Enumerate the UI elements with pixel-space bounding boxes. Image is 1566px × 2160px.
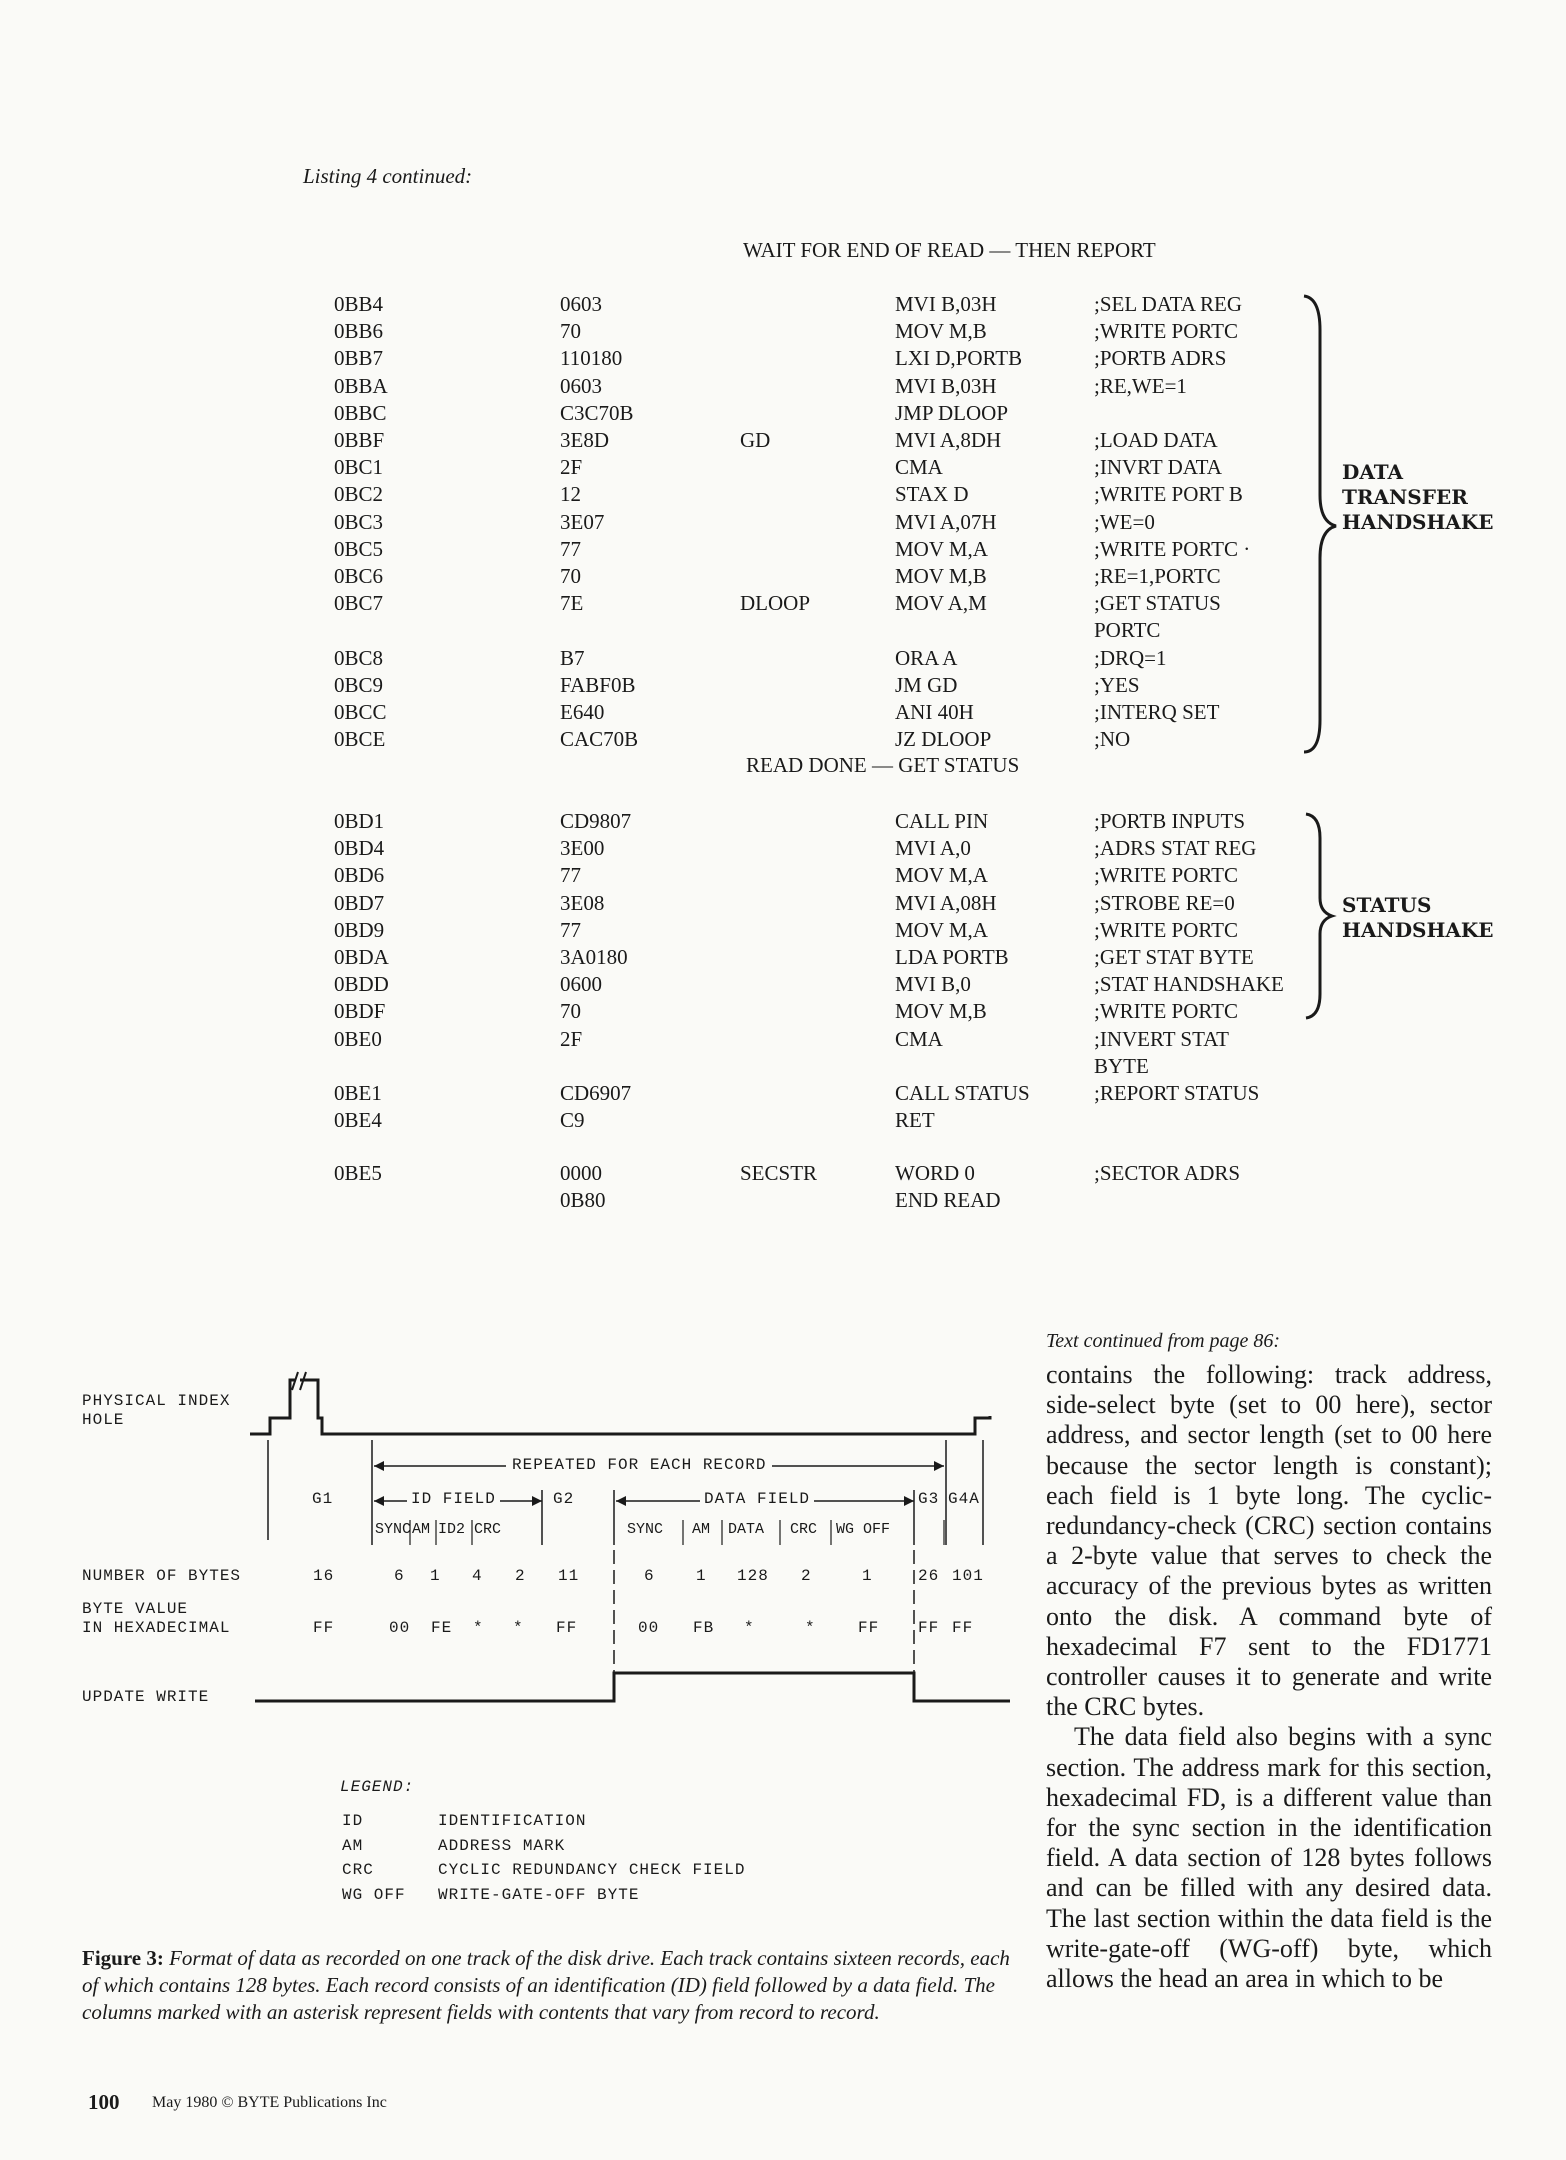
code-cell: E640	[560, 700, 605, 724]
comment-cell: ;STAT HANDSHAKE	[1094, 972, 1284, 997]
bv-g2: FF	[556, 1619, 578, 1637]
addr-cell: 0BD7	[334, 890, 385, 915]
addr-cell: 0BE0	[334, 1026, 382, 1051]
id-id2: ID2	[438, 1521, 466, 1538]
comment-cell: ;SECTOR ADRS	[1094, 1161, 1241, 1185]
code-cell: 3E08	[560, 890, 605, 915]
instr-cell: ORA A	[895, 645, 958, 670]
code-cell: 0600	[560, 972, 602, 997]
instr-cell: MVI A,07H	[895, 509, 997, 534]
addr-cell: 0BCC	[334, 700, 387, 724]
comment-cell: ;WRITE PORTC	[1094, 319, 1238, 344]
code-cell: 0603	[560, 373, 602, 398]
addr-cell: 0BC9	[334, 672, 384, 697]
code-cell: 0B80	[560, 1188, 606, 1213]
legend-abbr: WG OFF	[342, 1885, 406, 1904]
byte-value-label: BYTE VALUE IN HEXADECIMAL	[82, 1600, 231, 1637]
nb-data-wgoff: 1	[862, 1567, 873, 1585]
legend-abbr: ID	[342, 1812, 364, 1830]
data-wgoff: WG OFF	[836, 1521, 891, 1538]
nb-id-sync: 6	[394, 1567, 405, 1585]
instr-cell: STAX D	[895, 482, 969, 507]
code-cell: FABF0B	[560, 672, 636, 697]
g2-label: G2	[553, 1490, 575, 1508]
code-cell: 3E00	[560, 836, 605, 861]
instr-cell: MVI A,8DH	[895, 428, 1002, 452]
instr-cell: MVI A,08H	[895, 890, 997, 915]
instr-cell: MOV A,M	[895, 591, 987, 616]
label-cell: GD	[740, 428, 771, 452]
update-write-label: UPDATE WRITE	[82, 1688, 210, 1706]
data-field-label: DATA FIELD	[700, 1490, 814, 1508]
nb-g2: 11	[558, 1567, 580, 1585]
instr-cell: CMA	[895, 1026, 943, 1051]
addr-cell: 0BD4	[334, 836, 385, 861]
instr-cell: MOV M,A	[895, 917, 988, 942]
code-cell: CD9807	[560, 809, 632, 833]
addr-cell: 0BDD	[334, 972, 389, 997]
instr-cell: LXI D,PORTB	[895, 346, 1023, 371]
comment-cell: ;PORTB INPUTS	[1094, 809, 1246, 833]
comment-cell: ;DRQ=1	[1094, 645, 1167, 670]
comment-cell: ;WRITE PORTC	[1094, 863, 1238, 888]
code-cell: 0000	[560, 1161, 602, 1185]
instr-cell: WORD 0	[895, 1161, 975, 1185]
legend-title: LEGEND:	[340, 1778, 415, 1796]
comment-cell: ;INTERQ SET	[1094, 700, 1220, 724]
nb-id-am: 1	[430, 1567, 441, 1585]
bv-data-sync: 00	[638, 1619, 660, 1637]
code-cell: 77	[560, 863, 581, 888]
label-cell: DLOOP	[740, 591, 811, 616]
comment-cell: ;INVRT DATA	[1094, 455, 1222, 480]
instr-cell: MVI B,0	[895, 972, 971, 997]
instr-cell: MOV M,B	[895, 999, 987, 1024]
physical-index-hole-label: PHYSICAL INDEX HOLE	[82, 1392, 231, 1429]
code-cell: C9	[560, 1108, 585, 1133]
nb-data-crc: 2	[801, 1567, 812, 1585]
bv-data-data: *	[744, 1619, 755, 1637]
code-cell: 3E8D	[560, 428, 609, 452]
instr-cell: CALL PIN	[895, 809, 989, 833]
code-cell: 110180	[560, 346, 623, 371]
instr-cell: LDA PORTB	[895, 945, 1009, 969]
nb-data-am: 1	[696, 1567, 707, 1585]
code-cell: 70	[560, 564, 581, 588]
comment-cell: ;SEL DATA REG	[1094, 292, 1243, 316]
data-sync: SYNC	[627, 1521, 664, 1538]
instr-cell: RET	[895, 1108, 935, 1133]
instr-cell: JM GD	[895, 672, 958, 697]
nb-g4a: 101	[952, 1567, 984, 1585]
text-continued: Text continued from page 86:	[1046, 1330, 1281, 1352]
comment-cell: ;NO	[1094, 727, 1131, 752]
figure-caption-text: Format of data as recorded on one track of the disk drive. Each track contains sixteen records, each of which contains 128 bytes. Each record consists of an identification (ID) field followed by a data field. The columns marked with an asterisk represent fields with contents that vary from record to record.	[82, 1946, 1010, 2024]
code-cell: C3C70B	[560, 400, 634, 425]
addr-cell: 0BD9	[334, 917, 385, 942]
id-am: AM	[412, 1521, 431, 1538]
addr-cell: 0BC3	[334, 509, 384, 534]
section-heading: WAIT FOR END OF READ — THEN REPORT	[743, 238, 1156, 262]
comment-cell: ;WRITE PORTC ·	[1094, 536, 1251, 561]
nb-id-crc: 2	[515, 1567, 526, 1585]
code-cell: 70	[560, 999, 581, 1024]
instr-cell: MVI A,0	[895, 836, 971, 861]
comment-cell: ;PORTB ADRS	[1094, 346, 1227, 371]
comment-cell: ;WRITE PORTC	[1094, 917, 1238, 942]
page-number: 100	[88, 2090, 120, 2114]
id-field-label: ID FIELD	[407, 1490, 500, 1508]
comment-cell: ;WE=0	[1094, 509, 1155, 534]
addr-cell: 0BE1	[334, 1081, 382, 1105]
instr-cell: MOV M,A	[895, 863, 988, 888]
addr-cell: 0BD1	[334, 809, 385, 833]
data-am: AM	[692, 1521, 711, 1538]
addr-cell: 0BC5	[334, 536, 384, 561]
legend-meaning: WRITE-GATE-OFF BYTE	[438, 1885, 640, 1904]
nb-g1: 16	[313, 1567, 335, 1585]
addr-cell: 0BB4	[334, 292, 384, 316]
addr-cell: 0BE4	[334, 1108, 382, 1133]
addr-cell: 0BBF	[334, 428, 385, 452]
bv-g1: FF	[313, 1619, 335, 1637]
comment-cell: ;WRITE PORT B	[1094, 482, 1243, 507]
comment-cell: ;RE,WE=1	[1094, 373, 1187, 398]
data-crc: CRC	[790, 1521, 818, 1538]
code-cell: CD6907	[560, 1081, 632, 1105]
addr-cell: 0BDA	[334, 945, 389, 969]
code-cell: 70	[560, 319, 581, 344]
comment-cell: ;YES	[1094, 672, 1140, 697]
nb-g3: 26	[918, 1567, 940, 1585]
figure-caption-label: Figure 3:	[82, 1946, 164, 1970]
code-cell: 2F	[560, 1026, 583, 1051]
comment-cell: ;ADRS STAT REG	[1094, 836, 1257, 861]
comment-cell: ;STROBE RE=0	[1094, 890, 1235, 915]
comment-cell: ;WRITE PORTC	[1094, 999, 1238, 1024]
addr-cell: 0BC8	[334, 645, 384, 670]
bv-g3: FF	[918, 1619, 940, 1637]
instr-cell: ANI 40H	[895, 700, 974, 724]
bv-data-crc: *	[805, 1619, 816, 1637]
comment-cell: ;GET STATUS	[1094, 591, 1221, 616]
id-crc: CRC	[474, 1521, 502, 1538]
comment-cell: BYTE	[1094, 1053, 1149, 1078]
g4a-label: G4A	[948, 1490, 980, 1508]
addr-cell: 0BBC	[334, 400, 387, 425]
body-para-2: The data field also begins with a sync section. The address mark for this section, hexadecimal FD, is a different value than for the sync section in the identification field. A data section of 128 bytes follows and can be filled with any desired data. The last section within the data field is the write-gate-off (WG-off) byte, which allows the head an area in which to be	[1046, 1722, 1492, 1994]
instr-cell: JZ DLOOP	[895, 727, 992, 752]
comment-cell: ;LOAD DATA	[1094, 428, 1218, 452]
bv-id-sync: 00	[389, 1619, 411, 1637]
repeated-label: REPEATED FOR EACH RECORD	[506, 1456, 772, 1474]
addr-cell: 0BB7	[334, 346, 384, 371]
bv-id-id2: *	[473, 1619, 484, 1637]
bv-data-am: FB	[693, 1619, 715, 1637]
comment-cell: PORTC	[1094, 618, 1161, 643]
instr-cell: MOV M,B	[895, 564, 987, 588]
instr-cell: MVI B,03H	[895, 292, 997, 316]
instr-cell: MOV M,A	[895, 536, 988, 561]
data-transfer-bracket	[1300, 290, 1340, 760]
code-cell: 77	[560, 536, 581, 561]
bv-id-am: FE	[431, 1619, 453, 1637]
listing-caption: Listing 4 continued:	[303, 164, 473, 188]
comment-cell: ;INVERT STAT	[1094, 1026, 1229, 1051]
label-cell: SECSTR	[740, 1161, 818, 1185]
legend-meaning: IDENTIFICATION	[438, 1812, 587, 1830]
body-para-1: contains the following: track address, side-select byte (set to 00 here), sector address, and sector length (set to 00 here because the sector length is constant); each field is 1 byte long. The cyclic-redundancy-check (CRC) section contains a 2-byte value that serves to check the accuracy of the previous bytes as written onto the disk. A command byte of hexadecimal F7 sent to the FD1771 controller causes it to generate and write the CRC bytes.	[1046, 1360, 1492, 1722]
legend-meaning: ADDRESS MARK	[438, 1836, 566, 1855]
g3-label: G3	[918, 1490, 940, 1508]
nb-id-id2: 4	[472, 1567, 483, 1585]
addr-cell: 0BDF	[334, 999, 386, 1024]
nb-data-sync: 6	[644, 1567, 655, 1585]
num-bytes-label: NUMBER OF BYTES	[82, 1567, 242, 1585]
legend-abbr: AM	[342, 1836, 364, 1855]
addr-cell: 0BB6	[334, 319, 384, 344]
figure-caption	[82, 1945, 1022, 2026]
status-bracket	[1300, 808, 1340, 1028]
addr-cell: 0BC6	[334, 564, 384, 588]
addr-cell: 0BC2	[334, 482, 384, 507]
addr-cell: 0BE5	[334, 1161, 382, 1185]
addr-cell: 0BBA	[334, 373, 388, 398]
code-cell: 0603	[560, 292, 602, 316]
code-cell: B7	[560, 645, 585, 670]
comment-cell: ;REPORT STATUS	[1094, 1081, 1260, 1105]
instr-cell: END READ	[895, 1188, 1001, 1213]
code-cell: 2F	[560, 455, 583, 480]
bv-id-crc: *	[513, 1619, 524, 1637]
nb-data-data: 128	[737, 1567, 769, 1585]
addr-cell: 0BC1	[334, 455, 384, 480]
id-sync: SYNC	[375, 1521, 412, 1538]
legend-meaning: CYCLIC REDUNDANCY CHECK FIELD	[438, 1861, 746, 1879]
instr-cell: MVI B,03H	[895, 373, 997, 398]
footer-text: May 1980 © BYTE Publications Inc	[152, 2094, 387, 2111]
read-done-heading: READ DONE — GET STATUS	[746, 753, 1020, 777]
bv-data-wgoff: FF	[858, 1619, 880, 1637]
instr-cell: CALL STATUS	[895, 1081, 1030, 1105]
code-cell: 7E	[560, 591, 584, 616]
update-write-waveform	[255, 1673, 1010, 1701]
code-cell: 3E07	[560, 509, 605, 534]
data-transfer-label: DATA TRANSFER HANDSHAKE	[1342, 460, 1494, 534]
code-cell: CAC70B	[560, 727, 639, 752]
addr-cell: 0BD6	[334, 863, 385, 888]
comment-cell: ;RE=1,PORTC	[1094, 564, 1221, 588]
addr-cell: 0BC7	[334, 591, 384, 616]
code-cell: 3A0180	[560, 945, 628, 969]
code-cell: 12	[560, 482, 581, 507]
g1-label: G1	[312, 1490, 334, 1508]
addr-cell: 0BCE	[334, 727, 386, 752]
legend-abbr: CRC	[342, 1861, 374, 1879]
status-label: STATUS HANDSHAKE	[1342, 893, 1494, 942]
body-text	[1046, 1360, 1492, 1994]
comment-cell: ;GET STAT BYTE	[1094, 945, 1254, 969]
instr-cell: CMA	[895, 455, 943, 480]
instr-cell: JMP DLOOP	[895, 400, 1008, 425]
data-data: DATA	[728, 1521, 765, 1538]
bv-g4a: FF	[952, 1619, 974, 1637]
code-cell: 77	[560, 917, 581, 942]
instr-cell: MOV M,B	[895, 319, 987, 344]
